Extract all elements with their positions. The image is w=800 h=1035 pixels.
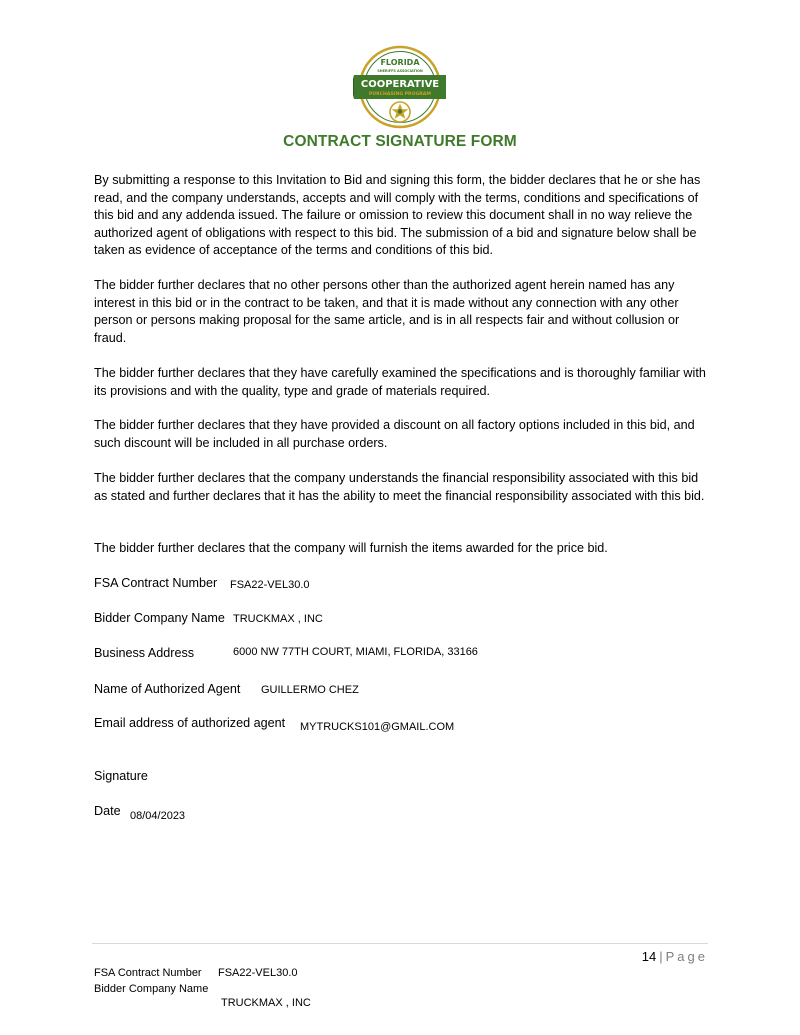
paragraph-2: The bidder further declares that no other persons other than the authorized agent herein named has any interest in this bid or in the contract to be taken, and that it is made without any connection with any other person or persons making proposal for the same article, and is in all respects fair and without collusion or fraud. bbox=[94, 278, 680, 345]
page-title: CONTRACT SIGNATURE FORM bbox=[283, 133, 517, 150]
company-name-value: TRUCKMAX , INC bbox=[233, 613, 323, 625]
paragraph-3: The bidder further declares that they have carefully examined the specifications and is thoroughly familiar with its provisions and with the quality, type and grade of materials required. bbox=[94, 366, 706, 398]
footer-divider bbox=[92, 943, 708, 944]
paragraph-4: The bidder further declares that they have provided a discount on all factory options included in this bid, and such discount will be included in all purchase orders. bbox=[94, 418, 695, 450]
page-number: 14 bbox=[641, 949, 657, 964]
contract-number-value: FSA22-VEL30.0 bbox=[230, 579, 310, 591]
agent-email-value: MYTRUCKS101@GMAIL.COM bbox=[300, 721, 455, 733]
contract-number-label: FSA Contract Number bbox=[94, 576, 218, 590]
paragraph-6: The bidder further declares that the company will furnish the items awarded for the price bid. bbox=[94, 541, 608, 555]
paragraph-5: The bidder further declares that the company understands the financial responsibility associated with this bid as stated and further declares that it has the ability to meet the financial responsibility associated with this bid. bbox=[94, 471, 705, 503]
footer-contract-value: FSA22-VEL30.0 bbox=[218, 967, 298, 979]
agent-email-label: Email address of authorized agent bbox=[94, 716, 286, 730]
page-word: Page bbox=[665, 949, 708, 964]
date-value: 08/04/2023 bbox=[130, 810, 186, 822]
company-name-label: Bidder Company Name bbox=[94, 611, 225, 625]
date-label: Date bbox=[94, 804, 121, 818]
logo-top-text: FLORIDA bbox=[380, 58, 420, 67]
fsa-cooperative-logo bbox=[353, 44, 447, 130]
authorized-agent-label: Name of Authorized Agent bbox=[94, 682, 241, 696]
paragraph-1: By submitting a response to this Invitation to Bid and signing this form, the bidder declares that he or she has read, and the company understands, accepts and will comply with the terms, conditions and specifications of this bid and any addenda issued. The failure or omission to review this document shall in no way relieve the authorized agent of obligations with respect to this bid. The submission of a bid and signature below shall be taken as evidence of acceptance of the terms and conditions of this bid. bbox=[94, 173, 701, 258]
logo-banner-sub: PURCHASING PROGRAM bbox=[369, 92, 431, 97]
business-address-value: 6000 NW 77TH COURT, MIAMI, FLORIDA, 33166 bbox=[233, 646, 478, 658]
business-address-label: Business Address bbox=[94, 646, 195, 660]
footer-company-value: TRUCKMAX , INC bbox=[221, 997, 311, 1009]
authorized-agent-value: GUILLERMO CHEZ bbox=[261, 684, 359, 696]
logo-sub-text: SHERIFFS ASSOCIATION bbox=[377, 69, 423, 73]
footer-contract-label: FSA Contract Number bbox=[94, 967, 202, 979]
page-separator: | bbox=[659, 949, 663, 964]
page-indicator bbox=[642, 949, 708, 964]
star-badge-icon bbox=[390, 102, 410, 122]
footer-company-label: Bidder Company Name bbox=[94, 983, 209, 995]
logo-banner-main: COOPERATIVE bbox=[360, 79, 440, 90]
signature-label: Signature bbox=[94, 769, 148, 783]
